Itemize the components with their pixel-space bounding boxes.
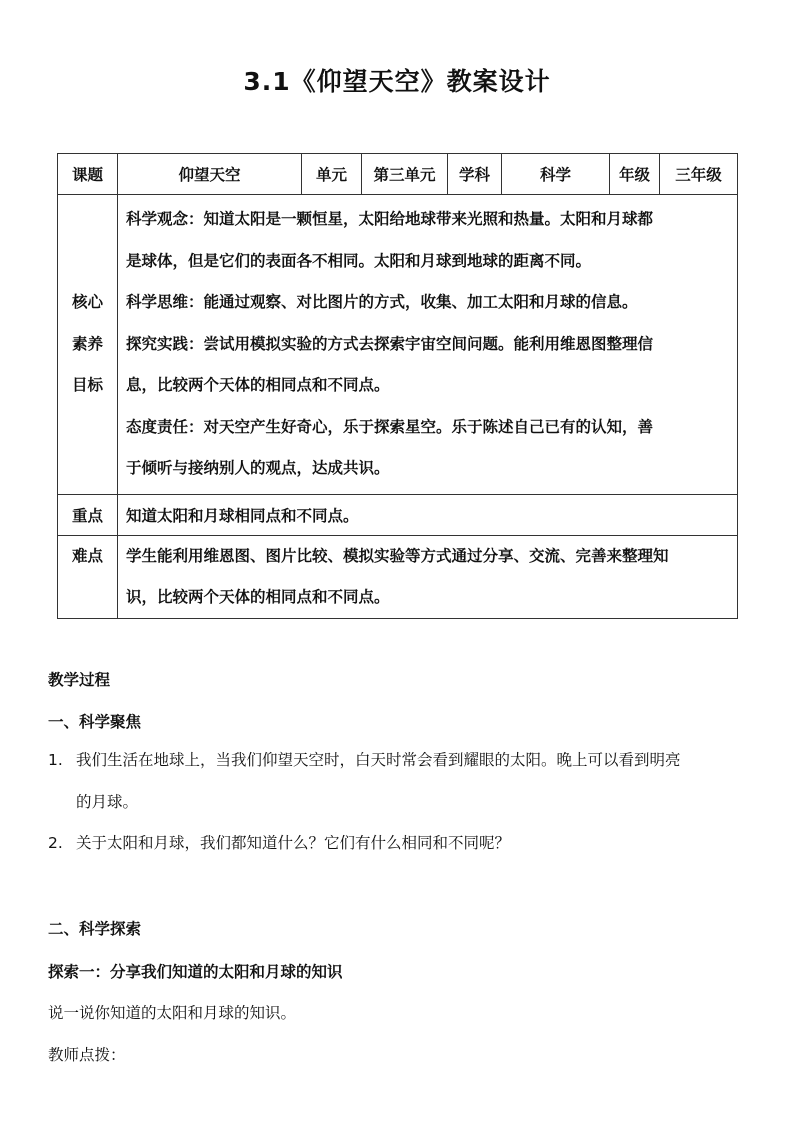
list-item-number: 2. <box>48 834 63 852</box>
label-core-goals-line2: 素养 <box>71 334 103 353</box>
label-key-point: 重点 <box>58 494 118 535</box>
list-item-text: 的月球。 <box>76 793 139 811</box>
section2-title: 二、科学探索 <box>48 920 142 938</box>
label-difficulty: 难点 <box>58 535 118 618</box>
process-heading: 教学过程 <box>48 671 111 689</box>
label-core-goals <box>58 195 118 495</box>
value-topic: 仰望天空 <box>118 154 302 195</box>
list-item <box>48 739 748 823</box>
section1-title: 一、科学聚焦 <box>48 713 142 731</box>
value-unit: 第三单元 <box>362 154 448 195</box>
explore1-title: 探索一：分享我们知道的太阳和月球的知识 <box>48 963 343 981</box>
label-core-goals-line3: 目标 <box>71 376 103 394</box>
label-topic: 课题 <box>58 154 118 195</box>
value-grade: 三年级 <box>660 154 738 195</box>
label-subject: 学科 <box>448 154 502 195</box>
label-unit: 单元 <box>302 154 362 195</box>
list-item-number: 1. <box>48 751 63 769</box>
list-item-text: 我们生活在地球上，当我们仰望天空时，白天时常会看到耀眼的太阳。晚上可以看到明亮 <box>76 751 681 769</box>
goal-line: 是球体，但是它们的表面各不相同。太阳和月球到地球的距离不同。 <box>126 251 592 270</box>
explore1-text: 说一说你知道的太阳和月球的知识。 <box>48 1004 297 1022</box>
teacher-note: 教师点拨： <box>48 1046 126 1064</box>
goal-line: 科学思维：能通过观察、对比图片的方式，收集、加工太阳和月球的信息。 <box>126 293 638 311</box>
goal-line: 探究实践：尝试用模拟实验的方式去探索宇宙空间问题。能利用维恩图整理信 <box>126 334 654 353</box>
value-subject: 科学 <box>502 154 610 195</box>
list-item <box>48 822 748 864</box>
table-row-basic-info <box>58 154 738 195</box>
key-point-content: 知道太阳和月球相同点和不同点。 <box>118 494 738 535</box>
difficulty-content <box>118 535 738 618</box>
label-core-goals-line1: 核心 <box>71 293 103 311</box>
goal-line: 息，比较两个天体的相同点和不同点。 <box>126 376 390 394</box>
lesson-info-table <box>57 153 738 619</box>
difficulty-line: 识，比较两个天体的相同点和不同点。 <box>126 587 390 606</box>
table-row-difficulty <box>58 535 738 618</box>
list-item-text: 关于太阳和月球，我们都知道什么？它们有什么相同和不同呢？ <box>76 834 511 852</box>
difficulty-line: 学生能利用维恩图、图片比较、模拟实验等方式通过分享、交流、完善来整理知 <box>126 546 669 565</box>
core-goals-content <box>118 195 738 495</box>
goal-line: 态度责任：对天空产生好奇心，乐于探索星空。乐于陈述自己已有的认知，善 <box>126 417 654 436</box>
goal-line: 于倾听与接纳别人的观点，达成共识。 <box>126 459 390 477</box>
goal-line: 科学观念：知道太阳是一颗恒星，太阳给地球带来光照和热量。太阳和月球都 <box>126 210 654 228</box>
table-row-key-point <box>58 494 738 535</box>
table-row-goals <box>58 195 738 495</box>
label-grade: 年级 <box>610 154 660 195</box>
page-title: 3.1《仰望天空》教案设计 <box>243 67 551 96</box>
